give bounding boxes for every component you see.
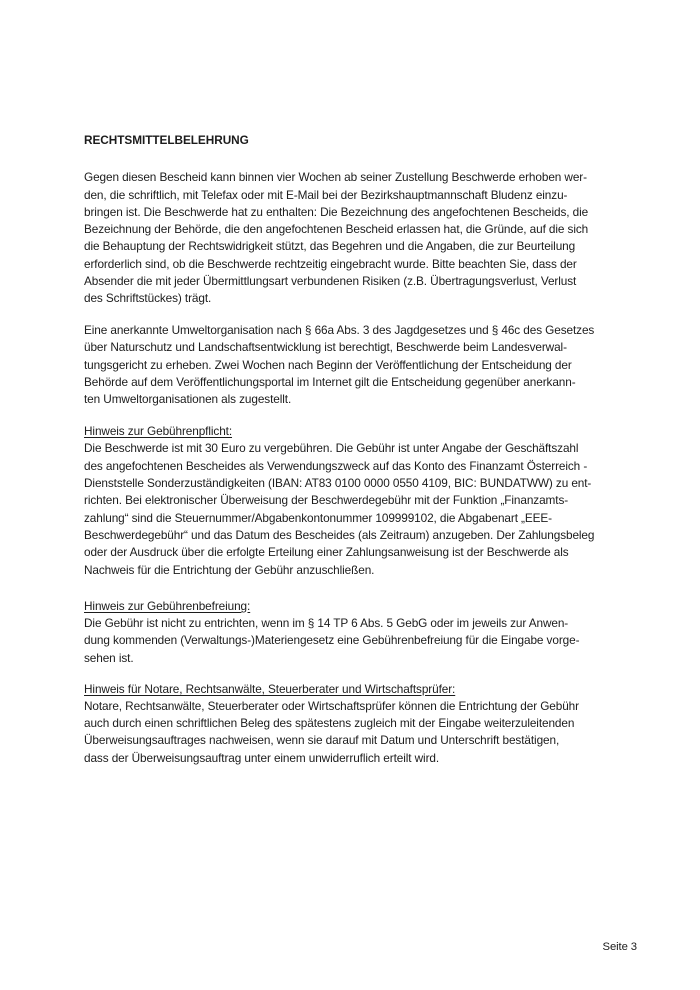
text-line: des angefochtenen Bescheides als Verwendungszweck auf das Konto des Finanzamt Österreich - (84, 458, 588, 473)
text-line: zahlung“ sind die Steuernummer/Abgabenkontonummer 109999102, die Abgabenart „EEE- (84, 510, 553, 525)
section-heading-notaries: Hinweis für Notare, Rechtsanwälte, Steuerberater und Wirtschaftsprüfer: (84, 681, 456, 696)
section-heading-fee-obligation: Hinweis zur Gebührenpflicht: (84, 424, 233, 439)
text-line: dung kommenden (Verwaltungs-)Materiengesetz eine Gebührenbefreiung für die Eingabe vorge- (84, 633, 580, 648)
section-heading-fee-exemption: Hinweis zur Gebührenbefreiung: (84, 598, 251, 613)
text-line: Gegen diesen Bescheid kann binnen vier Wochen ab seiner Zustellung Beschwerde erhoben wer- (84, 170, 587, 185)
text-line: Absender die mit jeder Übermittlungsart verbundenen Risiken (z.B. Übertragungsverlust, Verlust (84, 274, 577, 289)
text-line: Bezeichnung der Behörde, die den angefochtenen Bescheid erlassen hat, die Gründe, auf die sich (84, 222, 589, 237)
paragraph-appeal-info (84, 169, 645, 307)
text-line: ten Umweltorganisationen als zugestellt. (84, 392, 292, 407)
text-line: Eine anerkannte Umweltorganisation nach § 66a Abs. 3 des Jagdgesetzes und § 46c des Gesetzes (84, 323, 595, 338)
document-content (84, 132, 645, 767)
text-line: sehen ist. (84, 650, 134, 665)
text-line: Die Beschwerde ist mit 30 Euro zu vergebühren. Die Gebühr ist unter Angabe der Geschäftszahl (84, 441, 579, 456)
text-line: tungsgericht zu erheben. Zwei Wochen nach Beginn der Veröffentlichung der Entscheidung der (84, 357, 572, 372)
text-line: Überweisungsauftrages nachweisen, wenn sie darauf mit Datum und Unterschrift bestätigen, (84, 733, 560, 748)
paragraph-environmental-orgs (84, 322, 645, 408)
text-line: oder der Ausdruck über die erfolgte Erteilung einer Zahlungsanweisung ist der Beschwerde als (84, 545, 569, 560)
page-number: Seite 3 (602, 941, 637, 953)
text-line: bringen ist. Die Beschwerde hat zu enthalten: Die Bezeichnung des angefochtenen Bescheids, die (84, 204, 589, 219)
text-line: über Naturschutz und Landschaftsentwicklung ist berechtigt, Beschwerde beim Landesverwal- (84, 340, 567, 355)
text-line: Beschwerdegebühr“ und das Datum des Bescheides (als Zeitraum) anzugeben. Der Zahlungsbeleg (84, 527, 595, 542)
document-title: RECHTSMITTELBELEHRUNG (84, 133, 249, 147)
text-line: dass der Überweisungsauftrag unter einem unwiderruflich erteilt wird. (84, 750, 440, 765)
text-line: Die Gebühr ist nicht zu entrichten, wenn im § 14 TP 6 Abs. 5 GebG oder im jeweils zur Anwen- (84, 616, 569, 631)
section-fee-obligation (84, 423, 645, 579)
text-line: die Behauptung der Rechtswidrigkeit stützt, das Begehren und die Angaben, die zur Beurteilung (84, 239, 576, 254)
text-line: erforderlich sind, ob die Beschwerde rechtzeitig eingebracht wurde. Bitte beachten Sie, dass der (84, 256, 577, 271)
text-line: Behörde auf dem Veröffentlichungsportal im Internet gilt die Entscheidung gegenüber anerkann- (84, 375, 576, 390)
text-line: des Schriftstückes) trägt. (84, 291, 212, 306)
text-line: Nachweis für die Entrichtung der Gebühr anzuschließen. (84, 562, 375, 577)
text-line: den, die schriftlich, mit Telefax oder mit E-Mail bei der Bezirkshauptmannschaft Bludenz einzu- (84, 187, 568, 202)
text-line: Dienststelle Sonderzuständigkeiten (IBAN: AT83 0100 0000 0550 4109, BIC: BUNDATWW) zu ent- (84, 476, 592, 491)
section-fee-exemption (84, 598, 645, 667)
text-line: richten. Bei elektronischer Überweisung der Beschwerdegebühr mit der Funktion „Finanzamts- (84, 493, 569, 508)
text-line: auch durch einen schriftlichen Beleg des spätestens zugleich mit der Eingabe weiterzuleitenden (84, 716, 575, 731)
text-line: Notare, Rechtsanwälte, Steuerberater oder Wirtschaftsprüfer können die Entrichtung der Gebühr (84, 698, 579, 713)
section-notaries (84, 681, 645, 767)
